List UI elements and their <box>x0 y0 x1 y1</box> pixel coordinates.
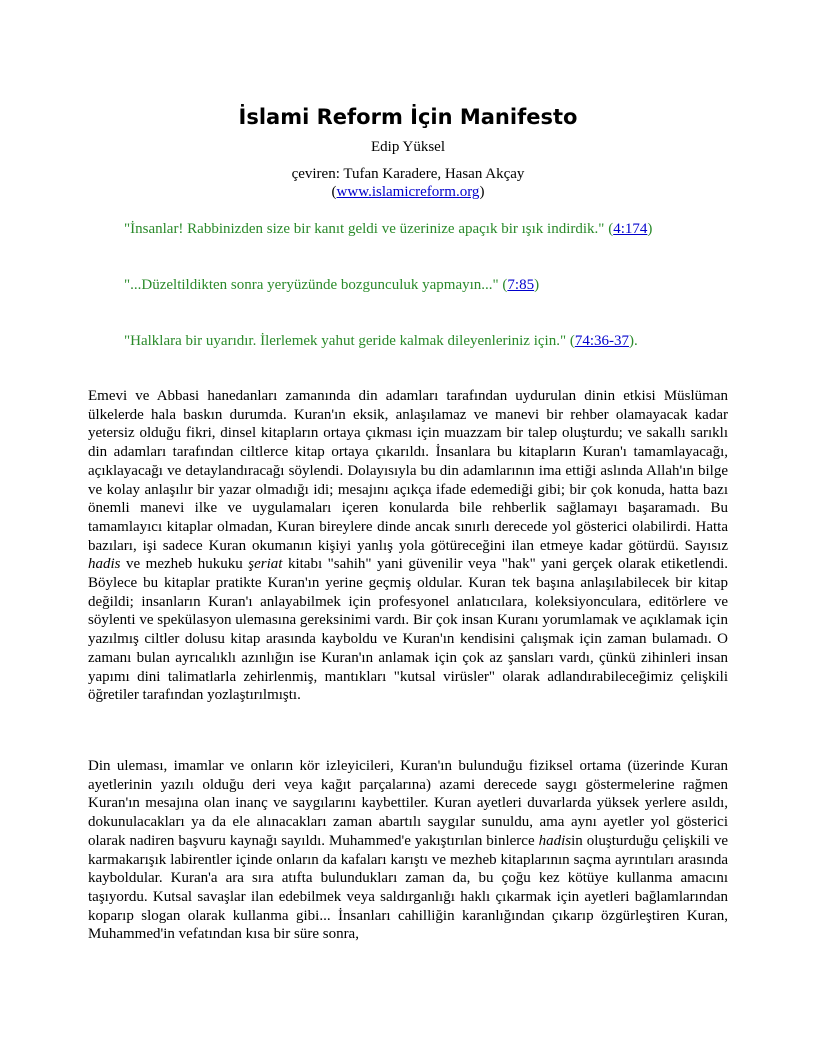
website-open: ( <box>331 184 337 200</box>
quote-ref-link[interactable]: 4:174 <box>613 221 648 237</box>
translators: çeviren: Tufan Karadere, Hasan Akçay <box>291 166 525 182</box>
quote-2 <box>124 276 724 294</box>
quote-ref-close: ) <box>534 277 540 293</box>
document-title: İslami Reform İçin Manifesto <box>238 105 578 129</box>
website-link[interactable]: www.islamicreform.org <box>336 184 480 200</box>
paragraph-text: in oluşturduğu çelişkili ve karmakarışık labirentler içinde onların da kafaları karıştı ve mezheb kitaplarının saçma ayrıntıları arasında kayboldular. Kuran'a ara sıra atıfta bulundukları zaman da, bu çoğu kez kötüye kullanma amacını taşıyordu. Kutsal savaşlar ilan edebilmek veya saldırganlığı haklı çıkarmak için ayetleri bağlamlarından koparıp slogan olarak kullanma gibi... İnsanları cahilliğin karanlığından çıkarıp özgürleştiren Kuran, Muhammed'in vefatından kısa bir süre sonra, <box>88 832 728 943</box>
quote-ref-open: ( <box>566 333 575 349</box>
italic-term: hadis <box>538 832 572 849</box>
quote-text: "Halklara bir uyarıdır. İlerlemek yahut geride kalmak dileyenleriniz için." <box>124 333 567 349</box>
quote-ref-close: ) <box>647 221 653 237</box>
quote-text: "İnsanlar! Rabbinizden size bir kanıt geldi ve üzerinize apaçık bir ışık indirdik." <box>124 221 605 237</box>
website-line <box>88 183 728 201</box>
quote-text: "...Düzeltildikten sonra yeryüzünde bozgunculuk yapmayın..." <box>124 277 499 293</box>
body-paragraph-1 <box>88 387 728 705</box>
italic-term: hadis <box>88 556 121 573</box>
author: Edip Yüksel <box>370 139 446 155</box>
paragraph-text: ve mezheb hukuku <box>120 556 249 573</box>
body-paragraph-2 <box>88 757 728 944</box>
paragraph-text: Emevi ve Abbasi hanedanları zamanında din adamları tarafından uydurulan dinin etkisi Müslüman ülkelerde hala baskın durumda. Kuran'ın eksik, anlaşılamaz ve manevi bir rehber olamayacak kadar yetersiz olduğu fikri, dinsel kitapların ortaya çıkması için muazzam bir talep oluşturdu; ve sakallı sarıklı din adamları tarafından ciltlerce kitap ortaya çıkarıldı. İnsanlara bu kitapların Kuran'ı tamamlayacağı, açıklayacağı ve detaylandıracağı söylendi. Dolayısıyla bu din adamlarının ima ettiği aslında Allah'ın bilge ve kolay anlaşılır bir yazar olmadığı idi; mesajını açıkça ifade edemediği gibi; bir çok konuda, hatta bazı önemli manevi ilke ve uygulamaları içeren konularda bile rehberlik sağlamayı başaramadı. Bu tamamlayıcı kitaplar olmadan, Kuran bireylere dinde ancak sınırlı derecede yol gösterici olabilirdi. Hatta bazıları, işi sadece Kuran okumanın kişiyi yanlış yola götüreceğini ilan etmeye kadar götürdü. Sayısız <box>88 388 728 554</box>
website-close: ) <box>479 184 485 200</box>
quote-ref-open: ( <box>498 277 508 293</box>
italic-term: şeriat <box>248 556 283 573</box>
quote-1 <box>124 220 724 238</box>
quote-ref-link[interactable]: 74:36-37 <box>574 333 629 349</box>
quote-ref-link[interactable]: 7:85 <box>507 277 535 293</box>
paragraph-text: Din uleması, imamlar ve onların kör izleyicileri, Kuran'ın bulunduğu fiziksel ortama (üzerinde Kuran ayetlerinin yazılı olduğu deri veya kağıt parçalarına) azami derecede saygı göstermelerine rağmen Kuran'ın mesajına olan inanç ve saygılarını kaybettiler. Kuran ayetleri duvarlarda yüksek yerlere asıldı, dokunulacakları ya da ele alınacakları zaman abartılı saygılar sunuldu, ama aynı ayetler yol gösterici olarak nadiren başvuru kaynağı sayıldı. Muhammed'e yakıştırılan binlerce <box>88 758 728 849</box>
quote-ref-open: ( <box>604 221 614 237</box>
quote-3 <box>124 332 724 350</box>
paragraph-text: kitabı "sahih" yani güvenilir veya "hak" yani gerçek olarak etiketlendi. Böylece bu kitaplar pratikte Kuran'ın yerine geçmiş oldular. Kuran tek başına anlaşılabilecek bir kitap değildi; insanların Kuran'ı anlayabilmek için profesyonel anlatıcılara, koleksiyonculara, editörlere ve söylenti ve spekülasyon ulemasına gereksinimi vardı. Bir çok insan Kuranı yorumlamak ve açıklamak için yazılmış ciltler dolusu kitap arasında kayboldu ve Kuran'ın kendisini çalışmak için zaman bulamadı. O zamanı bulan ayrıcalıklı azınlığın ise Kuran'ın anlamak için çok az şansları vardı, çünkü zihinleri insan yapımı dini talimatlarla zehirlenmiş, mantıkları "kutsal virüsler" olarak adlandırabileceğimiz çelişkili öğretiler tarafından yozlaştırılmıştı. <box>88 556 728 704</box>
quote-ref-close: ). <box>629 333 638 349</box>
